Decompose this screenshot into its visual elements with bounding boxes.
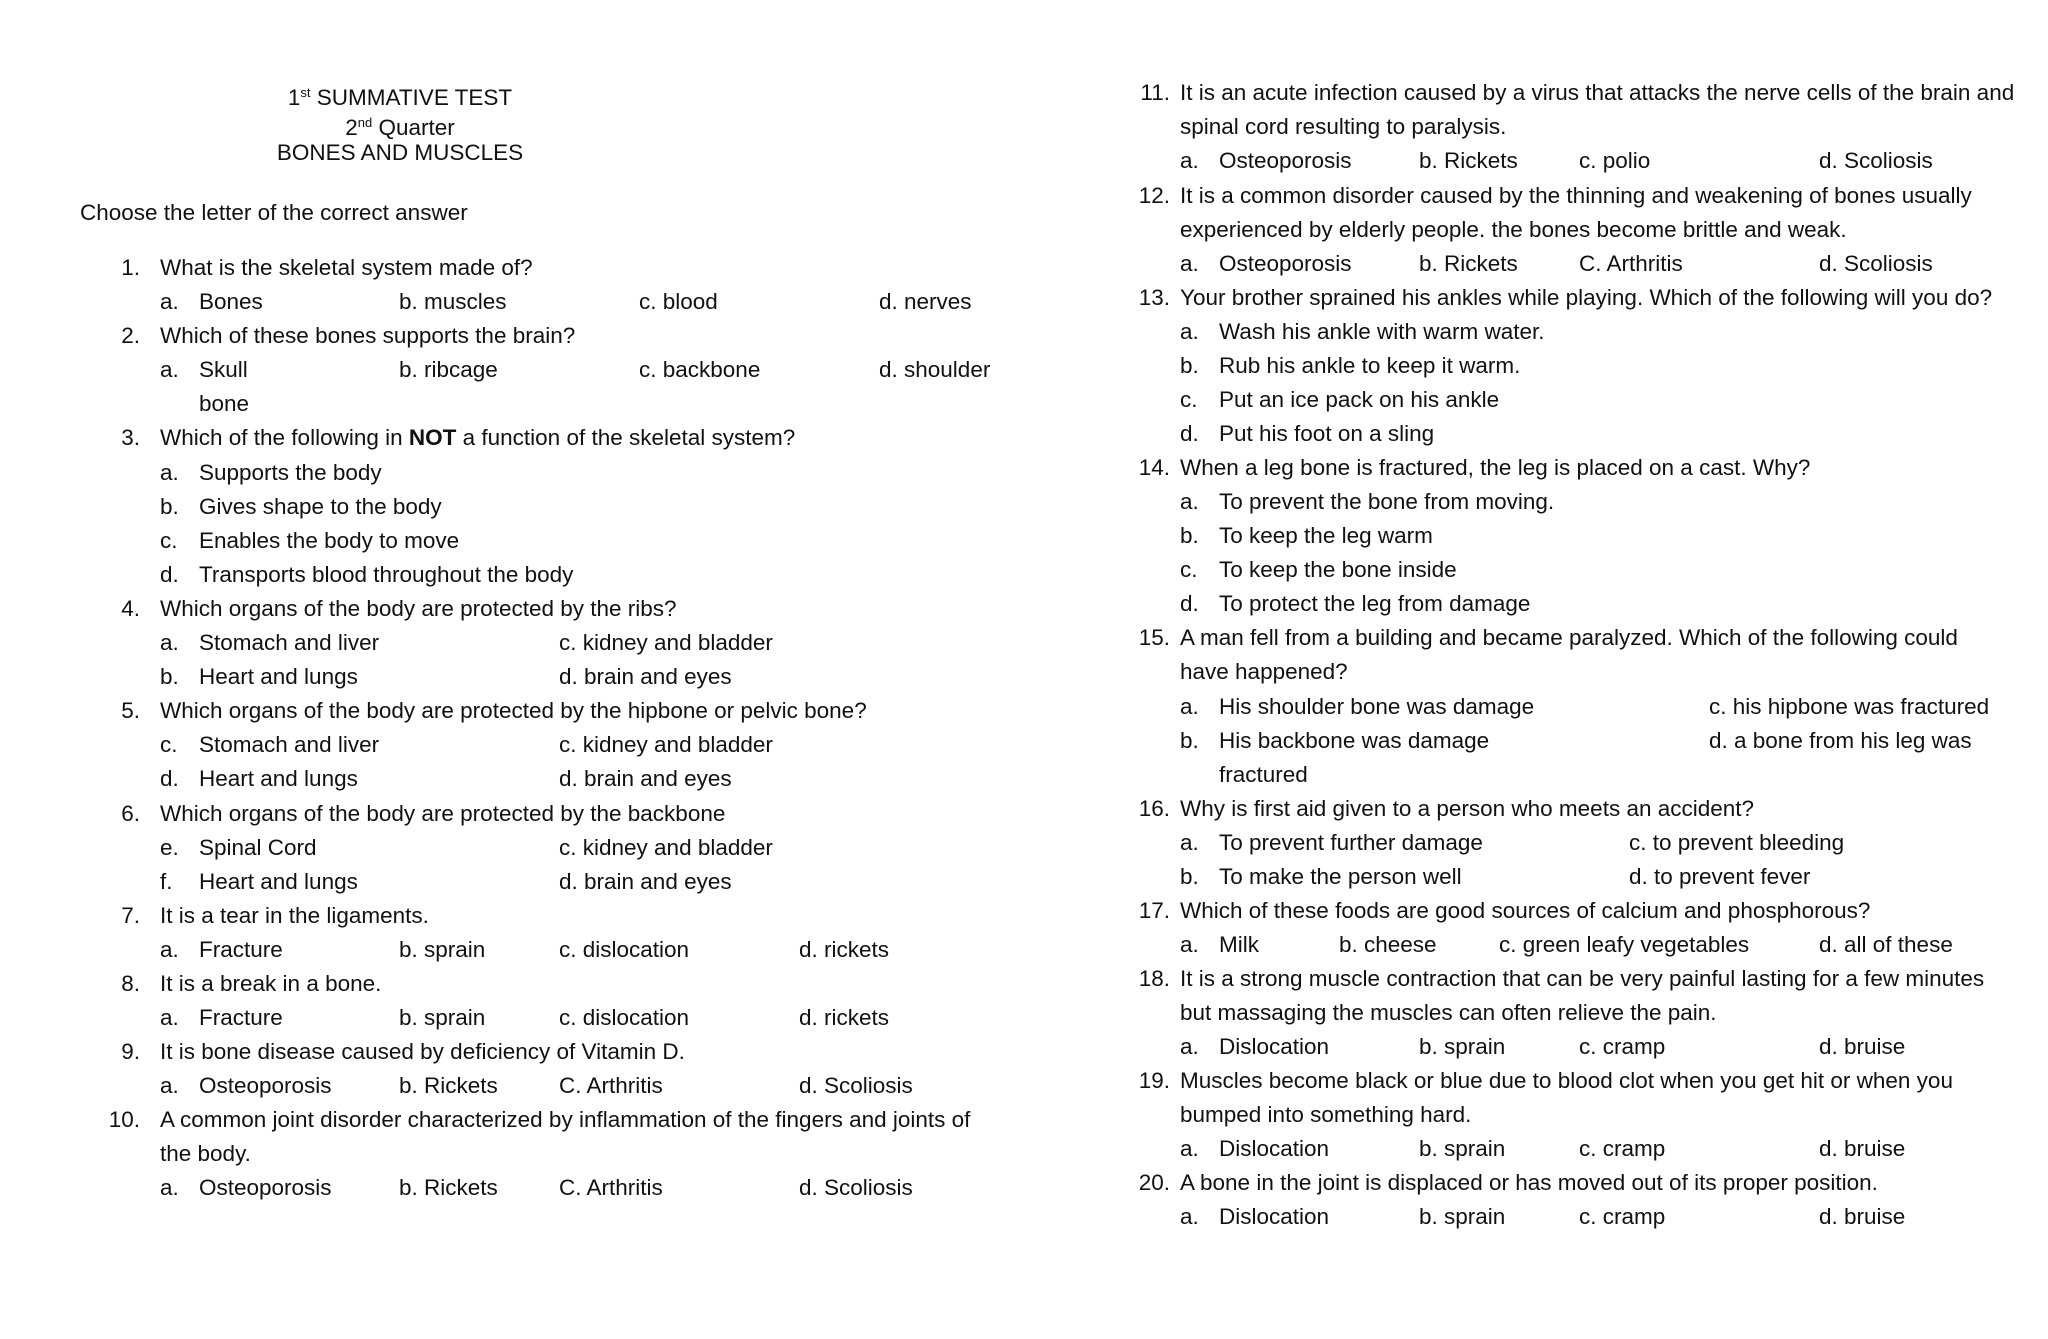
option-letter: c. (1180, 557, 1198, 582)
option-letter: d. (160, 562, 179, 587)
option-letter: a. (1180, 489, 1199, 514)
question-text-continued: the body. (160, 1141, 251, 1166)
option-c: c. cramp (1579, 1034, 1666, 1059)
option-letter: d. (1180, 421, 1199, 446)
option-b: Heart and lungs (199, 766, 358, 791)
option-c: C. Arthritis (559, 1175, 663, 1200)
option-letter: b. (160, 494, 179, 519)
option-letter: e. (160, 835, 179, 860)
option-a: To prevent the bone from moving. (1219, 489, 1555, 514)
option-d: d. brain and eyes (559, 869, 732, 894)
option-c: c. polio (1579, 148, 1651, 173)
option-b: Rub his ankle to keep it warm. (1219, 353, 1521, 378)
option-a: Fracture (199, 937, 283, 962)
option-letter: a. (160, 1073, 179, 1098)
question-number: 5. (121, 698, 140, 723)
question-number: 13. (1138, 285, 1170, 310)
question-text: It is a common disorder caused by the thinning and weakening of bones usually (1180, 183, 1972, 208)
option-letter: a. (1180, 1034, 1199, 1059)
option-d: d. to prevent fever (1629, 864, 1811, 889)
option-a: His shoulder bone was damage (1219, 694, 1535, 719)
question-text: Which of these bones supports the brain? (160, 323, 576, 348)
option-c: c. blood (639, 289, 718, 314)
question-text-continued: have happened? (1180, 659, 1348, 684)
question-number: 16. (1138, 796, 1170, 821)
option-letter: a. (160, 1175, 179, 1200)
option-c: c. dislocation (559, 1005, 690, 1030)
option-a: Osteoporosis (1219, 148, 1352, 173)
question-number: 17. (1138, 898, 1170, 923)
option-c: c. green leafy vegetables (1499, 932, 1750, 957)
option-c: c. backbone (639, 357, 761, 382)
option-c: c. kidney and bladder (559, 835, 773, 860)
title-superscript: st (300, 85, 311, 100)
question-number: 2. (121, 323, 140, 348)
question-text-post: a function of the skeletal system? (456, 425, 796, 450)
option-b: His backbone was damage (1219, 728, 1490, 753)
option-b: To keep the leg warm (1219, 523, 1433, 548)
question-text: Which organs of the body are protected by the hipbone or pelvic bone? (160, 698, 867, 723)
question-text-continued: spinal cord resulting to paralysis. (1180, 114, 1507, 139)
option-c: c. to prevent bleeding (1629, 830, 1845, 855)
question-number: 12. (1138, 183, 1170, 208)
option-letter: c. (160, 528, 178, 553)
option-letter: b. (1180, 523, 1199, 548)
option-d: d. all of these (1819, 932, 1953, 957)
option-b: To make the person well (1219, 864, 1462, 889)
option-b: b. sprain (1419, 1136, 1506, 1161)
quarter-number: 2 (345, 115, 358, 140)
option-b: b. Rickets (1419, 251, 1518, 276)
title-number: 1 (287, 85, 301, 110)
option-c: To keep the bone inside (1219, 557, 1457, 582)
quarter-superscript: nd (357, 115, 373, 130)
option-a: Stomach and liver (199, 630, 380, 655)
question-text-continued: experienced by elderly people. the bones become brittle and weak. (1180, 217, 1847, 242)
option-letter: c. (1180, 387, 1198, 412)
option-c: C. Arthritis (559, 1073, 663, 1098)
question-number: 20. (1138, 1170, 1170, 1195)
option-b: Gives shape to the body (199, 494, 442, 519)
option-b: b. muscles (399, 289, 507, 314)
question-text: It is a tear in the ligaments. (160, 903, 429, 928)
question-text: Which of these foods are good sources of calcium and phosphorous? (1180, 898, 1871, 923)
option-letter: a. (1180, 251, 1199, 276)
option-d: d. brain and eyes (559, 766, 732, 791)
option-b: b. Rickets (399, 1175, 498, 1200)
question-number: 18. (1138, 966, 1170, 991)
option-a: Osteoporosis (1219, 251, 1352, 276)
option-c: c. kidney and bladder (559, 732, 773, 757)
question-text-emphasis: NOT (408, 425, 457, 450)
question-text: A bone in the joint is displaced or has moved out of its proper position. (1180, 1170, 1878, 1195)
question-text: It is a break in a bone. (160, 971, 382, 996)
option-d: d. a bone from his leg was (1709, 728, 1972, 753)
question-number: 1. (121, 255, 140, 280)
option-a: Stomach and liver (199, 732, 380, 757)
option-letter: a. (1180, 1136, 1199, 1161)
option-a: Supports the body (199, 460, 382, 485)
option-letter: d. (160, 766, 179, 791)
question-text: It is an acute infection caused by a virus that attacks the nerve cells of the brain and (1180, 80, 2015, 105)
question-text: A man fell from a building and became paralyzed. Which of the following could (1180, 625, 1958, 650)
question-number: 6. (121, 801, 140, 826)
option-letter: c. (160, 732, 178, 757)
instructions: Choose the letter of the correct answer (80, 200, 468, 225)
question-text: Your brother sprained his ankles while playing. Which of the following will you do? (1180, 285, 1993, 310)
option-letter: a. (1180, 148, 1199, 173)
option-letter: a. (1180, 694, 1199, 719)
option-a: Spinal Cord (199, 835, 317, 860)
question-number: 14. (1138, 455, 1170, 480)
option-a: To prevent further damage (1219, 830, 1483, 855)
option-c: Put an ice pack on his ankle (1219, 387, 1500, 412)
option-a: Wash his ankle with warm water. (1219, 319, 1545, 344)
option-d: d. Scoliosis (799, 1175, 913, 1200)
option-d: d. Scoliosis (1819, 148, 1933, 173)
option-d: Put his foot on a sling (1219, 421, 1435, 446)
option-a: Dislocation (1219, 1204, 1330, 1229)
option-a: Osteoporosis (199, 1073, 332, 1098)
option-letter: a. (1180, 319, 1199, 344)
option-d: d. rickets (799, 937, 890, 962)
title-text: SUMMATIVE TEST (316, 85, 513, 110)
option-letter: a. (1180, 1204, 1199, 1229)
option-a: Dislocation (1219, 1136, 1330, 1161)
option-letter: a. (160, 357, 179, 382)
option-b: Heart and lungs (199, 664, 358, 689)
question-number: 10. (108, 1107, 140, 1132)
question-text: When a leg bone is fractured, the leg is placed on a cast. Why? (1180, 455, 1811, 480)
option-letter: b. (160, 664, 179, 689)
option-letter: d. (1180, 591, 1199, 616)
option-letter: a. (160, 630, 179, 655)
question-text: It is a strong muscle contraction that can be very painful lasting for a few minutes (1180, 966, 1985, 991)
option-a: Fracture (199, 1005, 283, 1030)
option-c: c. his hipbone was fractured (1709, 694, 1990, 719)
option-d: To protect the leg from damage (1219, 591, 1531, 616)
option-letter: f. (160, 869, 173, 894)
option-c: c. cramp (1579, 1204, 1666, 1229)
option-letter: a. (160, 289, 179, 314)
question-number: 15. (1138, 625, 1170, 650)
option-c: c. dislocation (559, 937, 690, 962)
question-number: 4. (121, 596, 140, 621)
option-d: d. Scoliosis (799, 1073, 913, 1098)
option-b: b. Rickets (399, 1073, 498, 1098)
question-text: Why is first aid given to a person who meets an accident? (1180, 796, 1755, 821)
option-a: Milk (1219, 932, 1259, 957)
question-text (160, 423, 795, 453)
option-letter: a. (160, 937, 179, 962)
question-number: 8. (121, 971, 140, 996)
question-text: A common joint disorder characterized by inflammation of the fingers and joints of (160, 1107, 971, 1132)
option-b: b. sprain (399, 1005, 486, 1030)
option-c: C. Arthritis (1579, 251, 1683, 276)
question-text: Which organs of the body are protected by the backbone (160, 801, 726, 826)
option-a: Skull (199, 357, 248, 382)
option-letter: a. (1180, 830, 1199, 855)
option-a: Osteoporosis (199, 1175, 332, 1200)
option-letter: b. (1180, 864, 1199, 889)
option-d: d. bruise (1819, 1034, 1906, 1059)
option-d: d. bruise (1819, 1204, 1906, 1229)
question-number: 3. (121, 425, 140, 450)
subject-title: BONES AND MUSCLES (276, 140, 524, 165)
question-text-continued: but massaging the muscles can often relieve the pain. (1180, 1000, 1717, 1025)
option-letter: a. (1180, 932, 1199, 957)
question-text-continued: bumped into something hard. (1180, 1102, 1472, 1127)
question-text: What is the skeletal system made of? (160, 255, 533, 280)
question-text: Which organs of the body are protected by the ribs? (160, 596, 677, 621)
option-c: c. cramp (1579, 1136, 1666, 1161)
question-text-pre: Which of the following in (160, 425, 409, 450)
option-d: d. brain and eyes (559, 664, 732, 689)
option-d: d. rickets (799, 1005, 890, 1030)
quarter-text: Quarter (378, 115, 455, 140)
option-b: b. sprain (1419, 1034, 1506, 1059)
question-number: 11. (1140, 80, 1170, 105)
option-a: Bones (199, 289, 263, 314)
option-d: d. nerves (879, 289, 972, 314)
option-d: Transports blood throughout the body (199, 562, 574, 587)
option-a: Dislocation (1219, 1034, 1330, 1059)
option-d: d. shoulder (879, 357, 991, 382)
option-b: b. ribcage (399, 357, 498, 382)
question-number: 19. (1138, 1068, 1170, 1093)
option-b-wrap: fractured (1219, 762, 1308, 787)
option-b: b. sprain (399, 937, 486, 962)
option-letter: a. (160, 1005, 179, 1030)
option-letter: a. (160, 460, 179, 485)
option-b: b. Rickets (1419, 148, 1518, 173)
option-b: b. cheese (1339, 932, 1437, 957)
option-c: c. kidney and bladder (559, 630, 773, 655)
option-letter: b. (1180, 728, 1199, 753)
question-number: 7. (121, 903, 140, 928)
question-number: 9. (121, 1039, 140, 1064)
option-b: Heart and lungs (199, 869, 358, 894)
question-text: Muscles become black or blue due to blood clot when you get hit or when you (1180, 1068, 1953, 1093)
option-d: d. bruise (1819, 1136, 1906, 1161)
option-d: d. Scoliosis (1819, 251, 1933, 276)
option-letter: b. (1180, 353, 1199, 378)
option-c: Enables the body to move (199, 528, 460, 553)
option-a-wrap: bone (199, 391, 250, 416)
question-text: It is bone disease caused by deficiency of Vitamin D. (160, 1039, 685, 1064)
option-b: b. sprain (1419, 1204, 1506, 1229)
